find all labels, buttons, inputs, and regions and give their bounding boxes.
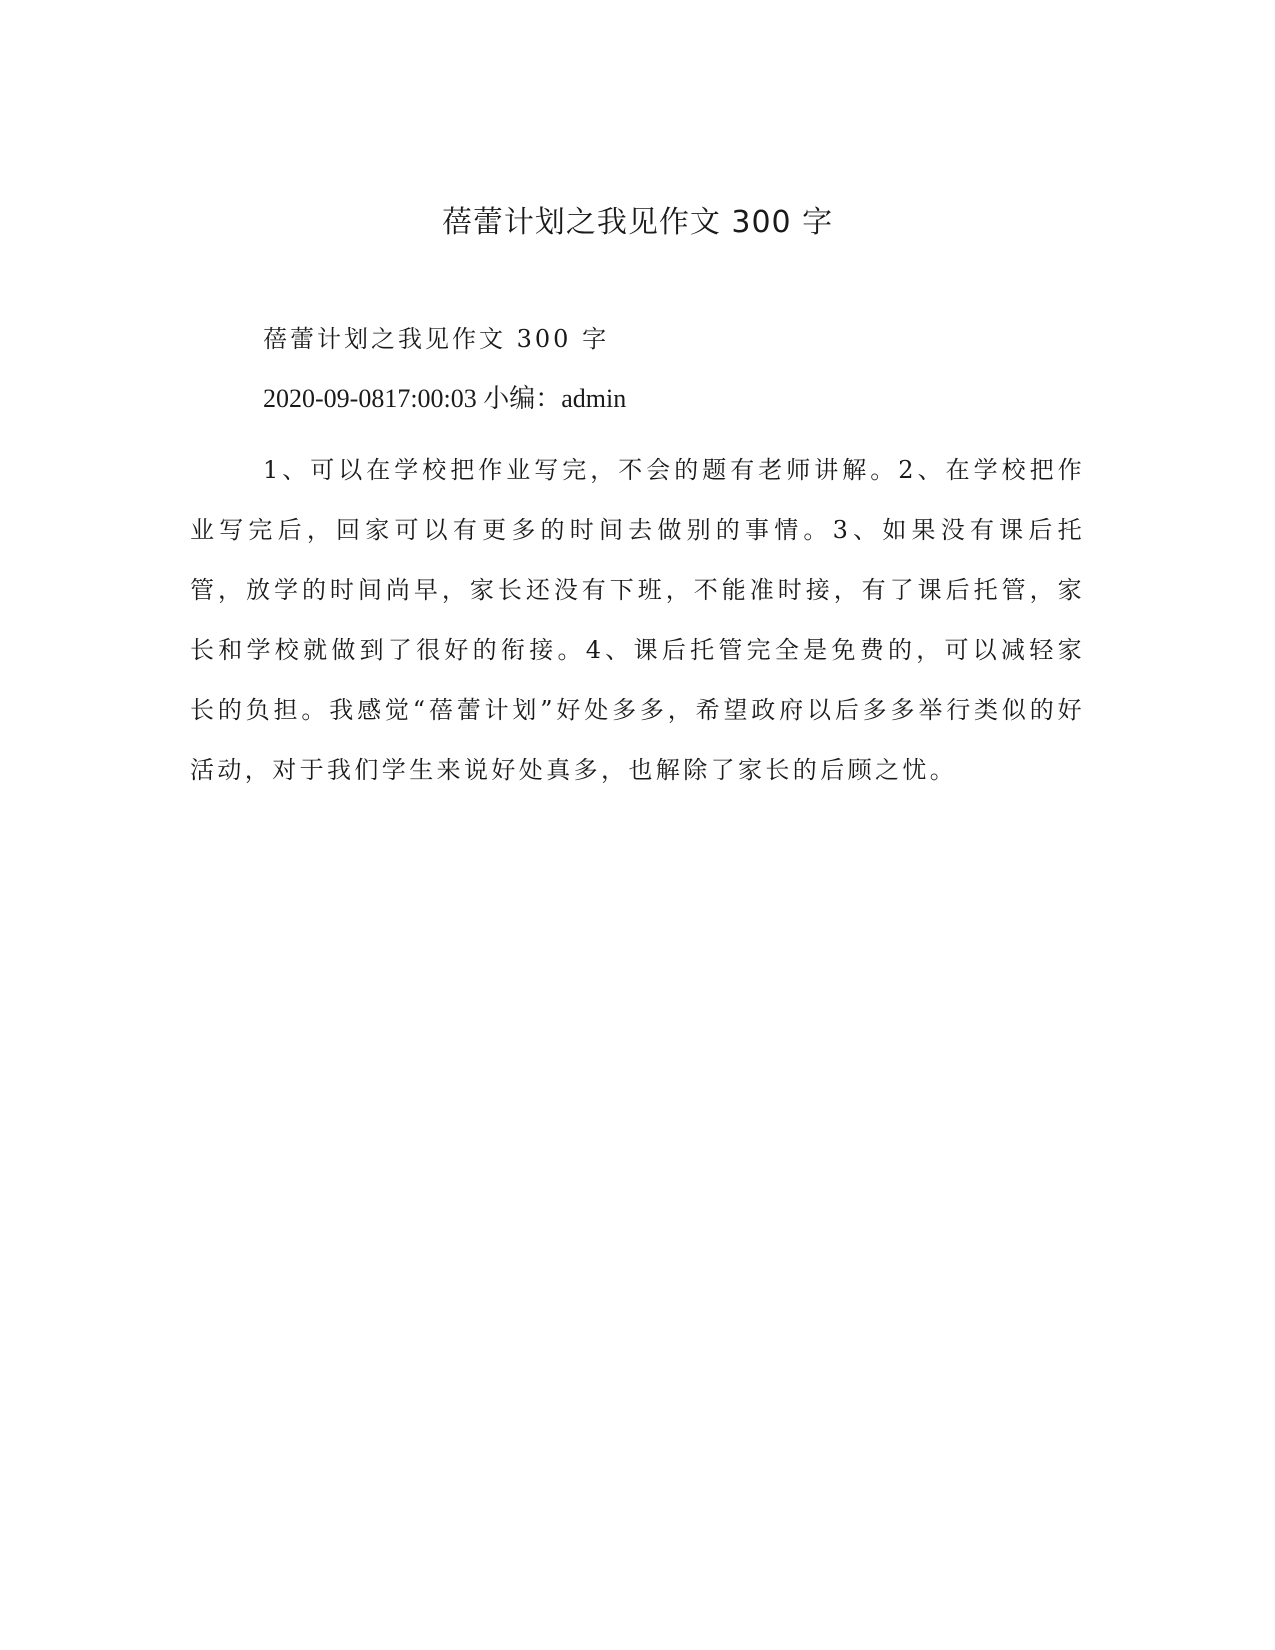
article-meta: 2020-09-0817:00:03 小编：admin [263, 384, 627, 413]
article-body: 1、可以在学校把作业写完，不会的题有老师讲解。2、在学校把作业写完后，回家可以有更多的时间去做别的事情。3、如果没有课后托管，放学的时间尚早，家长还没有下班，不能准时接，有了课后托管，家长和学校就做到了很好的衔接。4、课后托管完全是免费的，可以减轻家长的负担。我感觉“蓓蕾计划”好处多多，希望政府以后多多举行类似的好活动，对于我们学生来说好处真多，也解除了家长的后顾之忧。 [190, 456, 1085, 784]
document-title: 蓓蕾计划之我见作文 300 字 [441, 205, 834, 240]
document-content [190, 320, 1085, 800]
article-subtitle: 蓓蕾计划之我见作文 300 字 [263, 325, 610, 353]
